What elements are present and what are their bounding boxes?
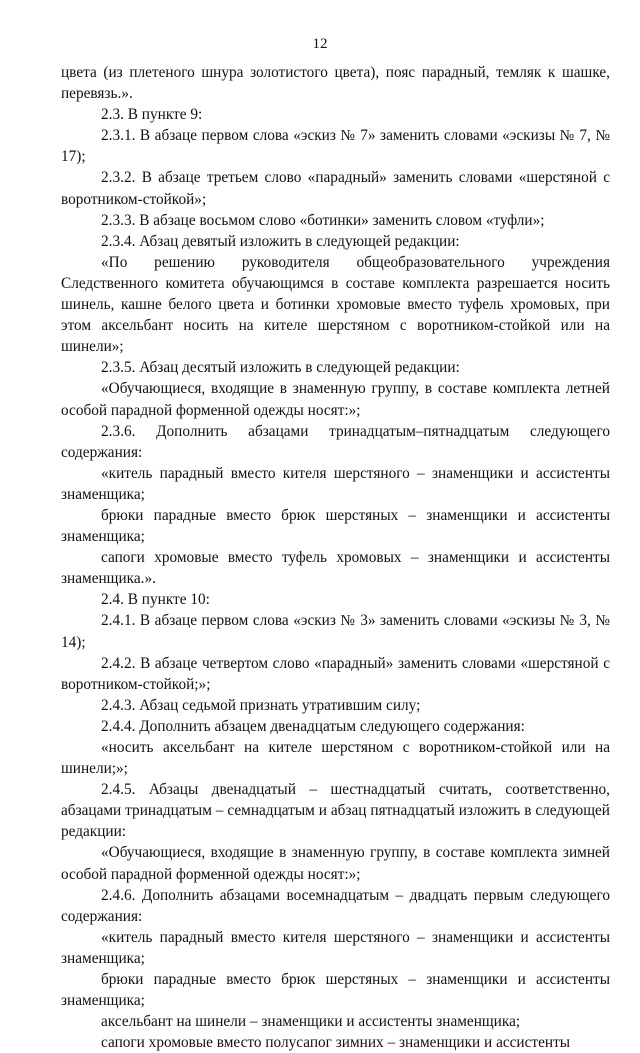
document-body [61, 62, 610, 1053]
paragraph: «По решению руководителя общеобразовательного учреждения Следственного комитета обучающимся в составе комплекта разрешается носить шинель, кашне белого цвета и ботинки хромовые вместо туфель хромовых, при этом аксельбант носить на кителе шерстяном с воротником-стойкой или на шинели»; [61, 253, 610, 356]
paragraph: «Обучающиеся, входящие в знаменную группу, в составе комплекта зимней особой парадной форменной одежды носят:»; [61, 844, 610, 883]
paragraph: 2.4.6. Дополнить абзацами восемнадцатым – двадцать первым следующего содержания: [61, 886, 610, 925]
paragraph: брюки парадные вместо брюк шерстяных – знаменщики и ассистенты знаменщика; [61, 971, 610, 1010]
paragraph: 2.3.5. Абзац десятый изложить в следующей редакции: [101, 359, 460, 377]
paragraph: цвета (из плетеного шнура золотистого цвета), пояс парадный, темляк к шашке, перевязь.». [61, 64, 610, 103]
paragraph: 2.4.4. Дополнить абзацем двенадцатым следующего содержания: [101, 717, 525, 735]
paragraph: 2.3.2. В абзаце третьем слово «парадный» заменить словами «шерстяной с воротником-стойкой»; [61, 169, 610, 208]
paragraph: брюки парадные вместо брюк шерстяных – знаменщики и ассистенты знаменщика; [61, 506, 610, 546]
paragraph: аксельбант на шинели – знаменщики и ассистенты знаменщика; [101, 1013, 521, 1031]
paragraph: 2.3. В пункте 9: [101, 106, 203, 124]
paragraph: «китель парадный вместо кителя шерстяного – знаменщики и ассистенты знаменщика; [61, 928, 610, 967]
paragraph: «китель парадный вместо кителя шерстяного – знаменщики и ассистенты знаменщика; [61, 464, 610, 503]
paragraph: 2.4.3. Абзац седьмой признать утратившим силу; [101, 696, 421, 714]
paragraph: 2.3.4. Абзац девятый изложить в следующей редакции: [101, 232, 460, 250]
paragraph: «носить аксельбант на кителе шерстяном с воротником-стойкой или на шинели;»; [61, 739, 610, 778]
page-number: 12 [312, 36, 328, 52]
paragraph: 2.3.6. Дополнить абзацами тринадцатым–пятнадцатым следующего содержания: [61, 422, 610, 461]
paragraph: 2.4. В пункте 10: [101, 591, 210, 609]
paragraph: 2.3.3. В абзаце восьмом слово «ботинки» заменить словом «туфли»; [101, 211, 545, 229]
paragraph: сапоги хромовые вместо полусапог зимних – знаменщики и ассистенты [101, 1034, 571, 1052]
paragraph: «Обучающиеся, входящие в знаменную группу, в составе комплекта летней особой парадной форменной одежды носят:»; [61, 380, 610, 419]
paragraph: 2.4.2. В абзаце четвертом слово «парадный» заменить словами «шерстяной с воротником-стойкой;»; [61, 654, 610, 693]
paragraph: 2.4.1. В абзаце первом слова «эскиз № 3» заменить словами «эскизы № 3, № 14); [61, 612, 610, 651]
paragraph: сапоги хромовые вместо туфель хромовых – знаменщики и ассистенты знаменщика.». [61, 549, 610, 588]
paragraph: 2.3.1. В абзаце первом слова «эскиз № 7» заменить словами «эскизы № 7, № 17); [61, 127, 610, 166]
paragraph: 2.4.5. Абзацы двенадцатый – шестнадцатый считать, соответственно, абзацами тринадцатым – семнадцатым и абзац пятнадцатый изложить в следующей редакции: [61, 781, 610, 841]
